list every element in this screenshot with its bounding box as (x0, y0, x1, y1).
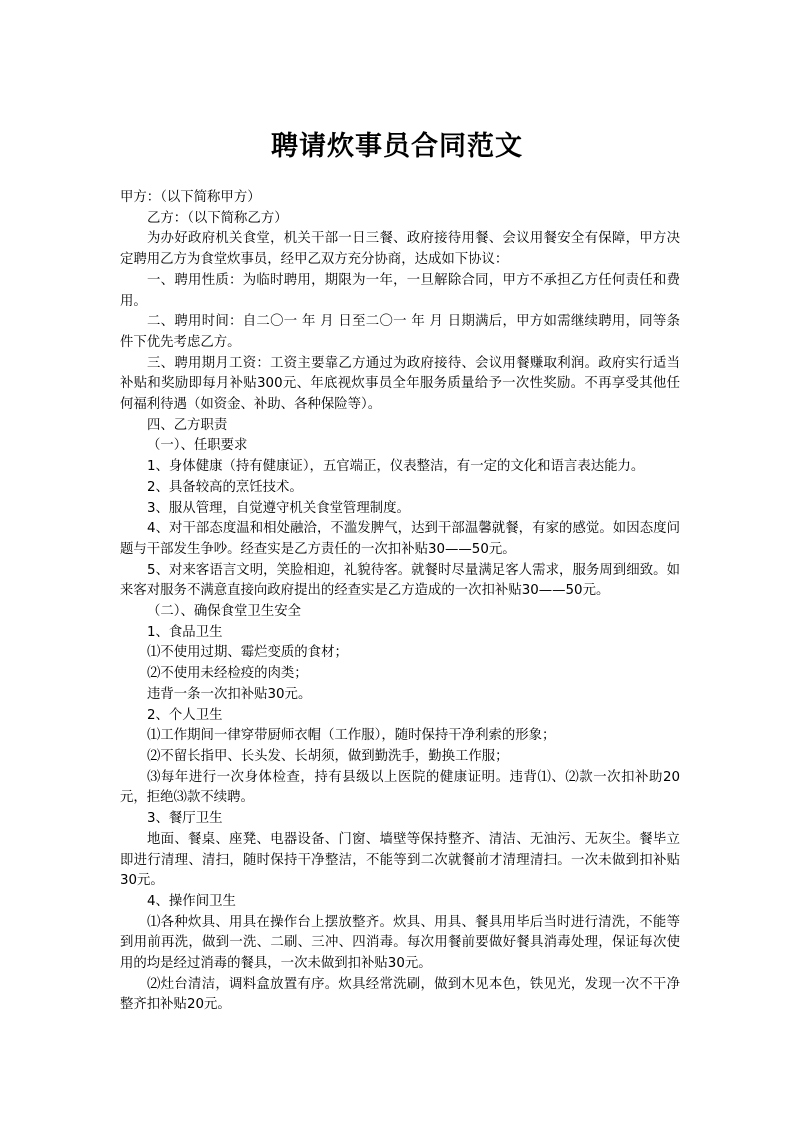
paragraph: 二、聘用时间：自二〇一 年 月 日至二〇一 年 月 日期满后，甲方如需继续聘用，同等条件下优先考虑乙方。 (120, 314, 680, 350)
paragraph: 2、具备较高的烹饪技术。 (147, 479, 303, 495)
paragraph: 2、个人卫生 (147, 707, 223, 723)
paragraph: 违背一条一次扣补贴30元。 (147, 686, 312, 702)
paragraph: ⑴不使用过期、霉烂变质的食材； (147, 645, 348, 661)
document-body (120, 188, 680, 1016)
paragraph: 1、食品卫生 (147, 624, 223, 640)
paragraph: 1、身体健康（持有健康证），五官端正，仪表整洁，有一定的文化和语言表达能力。 (147, 459, 645, 475)
paragraph: 3、餐厅卫生 (147, 811, 223, 827)
paragraph: 4、操作间卫生 (147, 893, 236, 909)
paragraph: 4、对干部态度温和相处融洽，不滥发脾气，达到干部温馨就餐，有家的感觉。如因态度问题与干部发生争吵。经查实是乙方责任的一次扣补贴30——50元。 (120, 521, 680, 557)
paragraph: 一、聘用性质：为临时聘用，期限为一年，一旦解除合同，甲方不承担乙方任何责任和费用。 (120, 272, 680, 309)
paragraph: 为办好政府机关食堂，机关干部一日三餐、政府接待用餐、会议用餐安全有保障，甲方决定聘用乙方为食堂炊事员，经甲乙双方充分协商，达成如下协议： (120, 231, 680, 268)
paragraph: ⑵灶台清洁，调料盒放置有序。炊具经常洗刷，做到木见本色，铁见光，发现一次不干净整齐扣补贴20元。 (120, 976, 680, 1013)
document-title: 聘请炊事员合同范文 (271, 131, 523, 162)
paragraph: 乙方：（以下简称乙方） (147, 210, 288, 226)
paragraph: 甲方：（以下简称甲方） (120, 190, 261, 205)
paragraph: ⑶每年进行一次身体检查，持有县级以上医院的健康证明。违背⑴、⑵款一次扣补助20元，拒绝⑶款不续聘。 (120, 769, 680, 806)
paragraph: ⑵不使用未经检疫的肉类； (147, 666, 308, 682)
paragraph: （二）、确保食堂卫生安全 (147, 604, 301, 620)
paragraph: ⑵不留长指甲、长头发、长胡须，做到勤洗手，勤换工作服； (147, 748, 509, 764)
paragraph: ⑴工作期间一律穿带厨师衣帽（工作服），随时保持干净利索的形象； (147, 728, 556, 744)
paragraph: 地面、餐桌、座凳、电器设备、门窗、墙壁等保持整齐、清洁、无油污、无灰尘。餐毕立即进行清理、清扫，随时保持干净整洁，不能等到二次就餐前才清理清扫。一次未做到扣补贴30元。 (120, 831, 680, 889)
paragraph: 四、乙方职责 (147, 417, 228, 433)
paragraph: 5、对来客语言文明，笑脸相迎，礼貌待客。就餐时尽量满足客人需求，服务周到细致。如来客对服务不满意直接向政府提出的经查实是乙方造成的一次扣补贴30——50元。 (120, 562, 680, 599)
paragraph: 3、服从管理，自觉遵守机关食堂管理制度。 (147, 500, 410, 516)
paragraph: 三、聘用期月工资：工资主要靠乙方通过为政府接待、会议用餐赚取利润。政府实行适当补贴和奖励即每月补贴300元、年底视炊事员全年服务质量给予一次性奖励。不再享受其他任何福利待遇（如资金、补助、各种保险等）。 (120, 355, 680, 413)
paragraph: ⑴各种炊具、用具在操作台上摆放整齐。炊具、用具、餐具用毕后当时进行清洗，不能等到用前再洗，做到一洗、二刷、三冲、四消毒。每次用餐前要做好餐具消毒处理，保证每次使用的均是经过消毒的餐具，一次未做到扣补贴30元。 (120, 914, 680, 972)
paragraph: （一）、任职要求 (147, 438, 248, 454)
